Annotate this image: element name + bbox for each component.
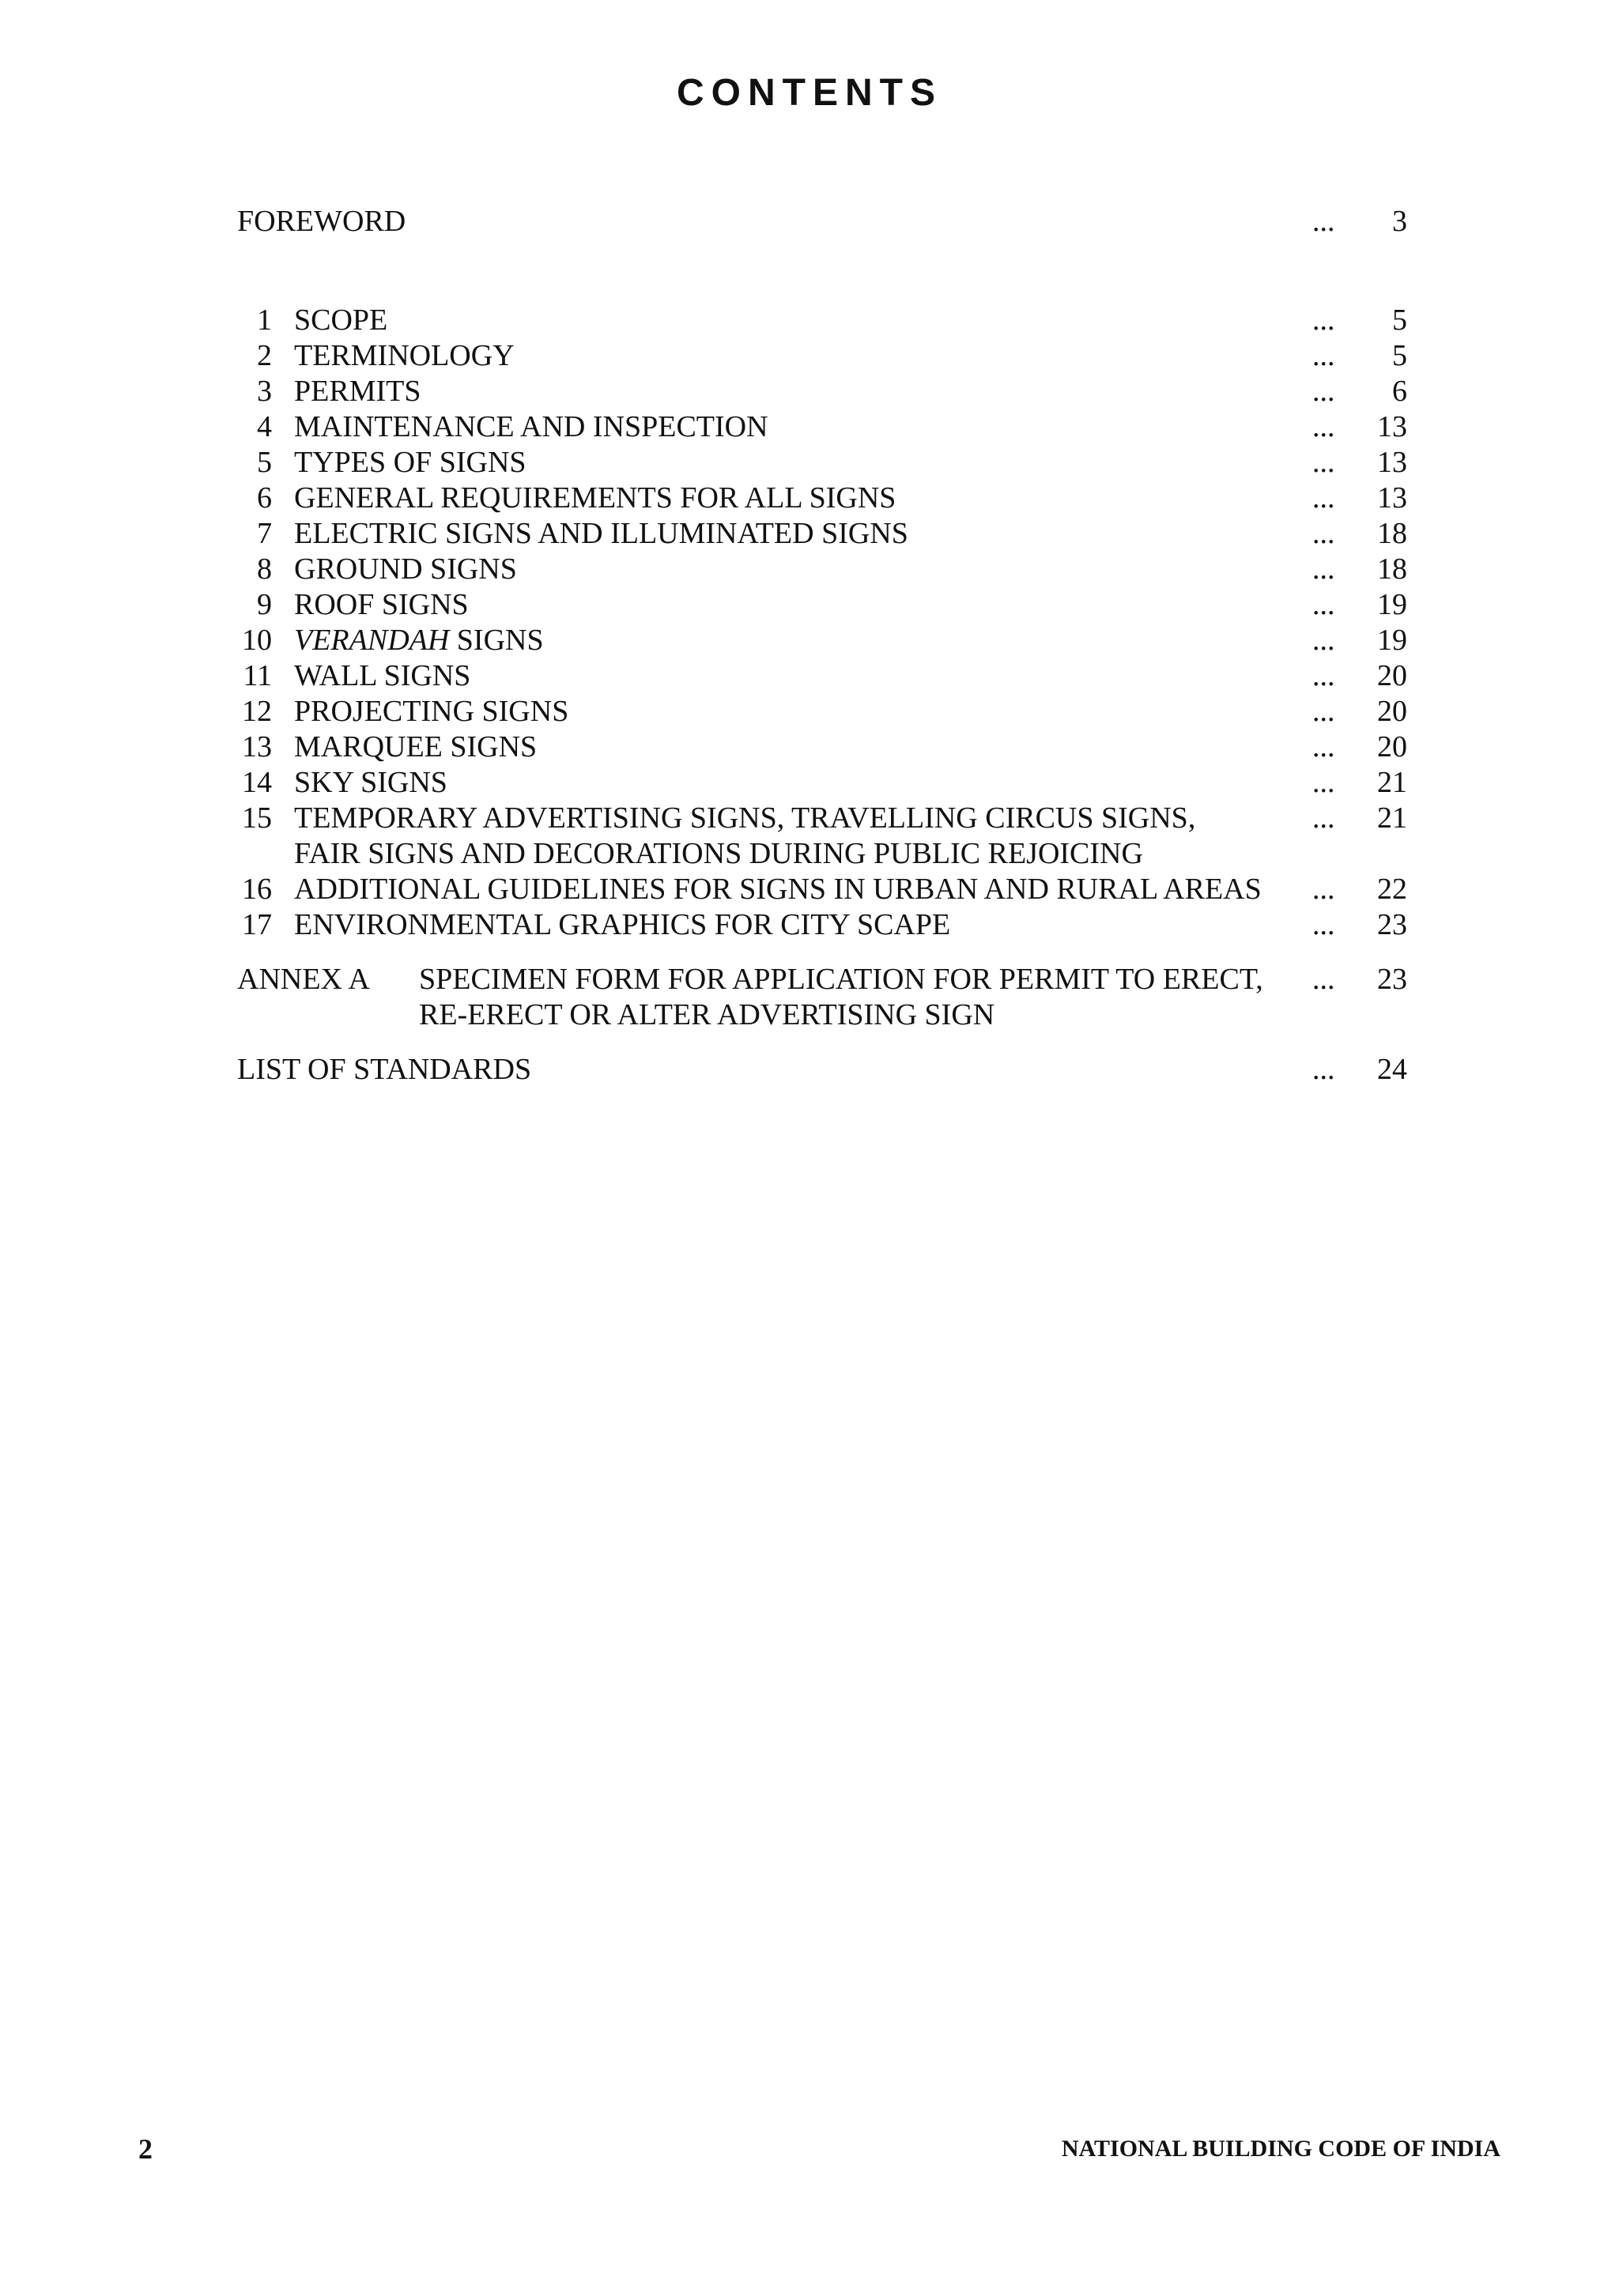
leader-dots: ...	[1312, 908, 1335, 941]
toc-entry-12[interactable]	[237, 694, 1407, 730]
toc-entry-label	[294, 623, 1298, 658]
toc-entry-label: ROOF SIGNS	[294, 588, 469, 621]
section-number: 16	[242, 873, 272, 906]
section-number: 17	[242, 908, 272, 941]
leader-dots: ...	[1312, 624, 1335, 657]
section-number: 4	[257, 410, 272, 443]
page-title: CONTENTS	[677, 72, 942, 114]
leader-dots: ...	[1312, 339, 1335, 372]
toc-entry-label: FOREWORD	[237, 205, 406, 238]
section-number: 11	[243, 659, 272, 692]
toc-entry-label: GENERAL REQUIREMENTS FOR ALL SIGNS	[294, 481, 896, 515]
toc-entry-label: SKY SIGNS	[294, 766, 447, 799]
toc-entry-11[interactable]	[237, 658, 1407, 694]
toc-entry-4[interactable]	[237, 409, 1407, 445]
section-number: 14	[242, 766, 272, 799]
toc-entry-label: TYPES OF SIGNS	[294, 446, 526, 479]
toc-entry-13[interactable]	[237, 730, 1407, 765]
page-number: 6	[1392, 375, 1407, 408]
toc-entry-foreword[interactable]	[237, 204, 1407, 239]
page-number: 19	[1377, 588, 1407, 621]
toc-entry-label: PROJECTING SIGNS	[294, 695, 569, 728]
page-number: 24	[1377, 1053, 1407, 1086]
section-number: 12	[242, 695, 272, 728]
leader-dots: ...	[1312, 659, 1335, 692]
section-number: 2	[257, 339, 272, 372]
footer-publication-title: NATIONAL BUILDING CODE OF INDIA	[1061, 2136, 1500, 2162]
leader-dots: ...	[1312, 446, 1335, 479]
section-number: 6	[257, 481, 272, 515]
toc-entry-16[interactable]	[237, 872, 1407, 907]
toc-entry-label: WALL SIGNS	[294, 659, 471, 692]
leader-dots: ...	[1312, 766, 1335, 799]
toc-entry-label	[294, 801, 1298, 872]
toc-entry-label: TERMINOLOGY	[294, 339, 515, 372]
section-number: 1	[257, 303, 272, 337]
page-number: 20	[1377, 695, 1407, 728]
toc-entry-2[interactable]	[237, 338, 1407, 374]
toc-entry-8[interactable]	[237, 552, 1407, 587]
toc-entry-label: ELECTRIC SIGNS AND ILLUMINATED SIGNS	[294, 517, 908, 550]
page-number: 13	[1377, 446, 1407, 479]
toc-entry-label: MAINTENANCE AND INSPECTION	[294, 410, 768, 443]
page-number: 20	[1377, 730, 1407, 763]
toc-entry-9[interactable]	[237, 587, 1407, 623]
toc-entry-7[interactable]	[237, 516, 1407, 552]
page-number: 3	[1392, 205, 1407, 238]
toc-entry-15[interactable]	[237, 801, 1407, 872]
toc-entry-list-of-standards[interactable]	[237, 1052, 1407, 1088]
page-number: 21	[1377, 766, 1407, 799]
toc-entry-label	[419, 962, 1304, 1033]
toc-entry-14[interactable]	[237, 765, 1407, 801]
leader-dots: ...	[1312, 695, 1335, 728]
leader-dots: ...	[1312, 375, 1335, 408]
toc-entry-label: MARQUEE SIGNS	[294, 730, 538, 763]
toc-entry-label-rest: SIGNS	[449, 624, 544, 657]
toc-entry-label-line-1: TEMPORARY ADVERTISING SIGNS, TRAVELLING CIRCUS SIGNS,	[294, 801, 1196, 835]
leader-dots: ...	[1312, 873, 1335, 906]
toc-entry-label: LIST OF STANDARDS	[237, 1053, 532, 1086]
section-number: 9	[257, 588, 272, 621]
leader-dots: ...	[1312, 801, 1335, 835]
toc-entry-3[interactable]	[237, 374, 1407, 409]
toc-entry-label-line-1: SPECIMEN FORM FOR APPLICATION FOR PERMIT TO ERECT,	[419, 963, 1263, 996]
toc-entry-label: ADDITIONAL GUIDELINES FOR SIGNS IN URBAN AND RURAL AREAS	[294, 873, 1262, 906]
section-number: 7	[257, 517, 272, 550]
page-number: 5	[1392, 303, 1407, 337]
toc-entry-label-italic: VERANDAH	[294, 624, 450, 657]
toc-entry-label: ENVIRONMENTAL GRAPHICS FOR CITY SCAPE	[294, 908, 951, 941]
leader-dots: ...	[1312, 205, 1335, 238]
footer-page-number: 2	[138, 2133, 153, 2165]
leader-dots: ...	[1312, 1053, 1335, 1086]
page-number: 23	[1377, 908, 1407, 941]
page-number: 13	[1377, 410, 1407, 443]
toc-entry-label-line-2: FAIR SIGNS AND DECORATIONS DURING PUBLIC REJOICING	[294, 837, 1143, 870]
section-number: 8	[257, 552, 272, 586]
section-number: 15	[242, 801, 272, 835]
page-number: 19	[1377, 624, 1407, 657]
toc-entry-5[interactable]	[237, 445, 1407, 481]
leader-dots: ...	[1312, 303, 1335, 337]
leader-dots: ...	[1312, 730, 1335, 763]
annex-id: ANNEX A	[237, 963, 370, 996]
section-number: 5	[257, 446, 272, 479]
toc-entry-1[interactable]	[237, 303, 1407, 338]
toc-entry-17[interactable]	[237, 907, 1407, 943]
table-of-contents	[237, 204, 1407, 1088]
toc-entry-label: PERMITS	[294, 375, 421, 408]
page-number: 5	[1392, 339, 1407, 372]
page-number: 21	[1377, 801, 1407, 835]
page-number: 22	[1377, 873, 1407, 906]
toc-entry-label: SCOPE	[294, 303, 388, 337]
page-number: 18	[1377, 517, 1407, 550]
toc-entry-annex-a[interactable]	[237, 962, 1407, 1033]
page-number: 18	[1377, 552, 1407, 586]
section-number: 13	[242, 730, 272, 763]
page-number: 20	[1377, 659, 1407, 692]
leader-dots: ...	[1312, 517, 1335, 550]
page-number: 13	[1377, 481, 1407, 515]
section-number: 3	[257, 375, 272, 408]
leader-dots: ...	[1312, 410, 1335, 443]
leader-dots: ...	[1312, 963, 1335, 996]
section-number: 10	[242, 624, 272, 657]
toc-entry-label-line-2: RE-ERECT OR ALTER ADVERTISING SIGN	[419, 998, 995, 1031]
toc-entry-6[interactable]	[237, 481, 1407, 516]
toc-entry-10[interactable]	[237, 623, 1407, 658]
page-number: 23	[1377, 963, 1407, 996]
leader-dots: ...	[1312, 481, 1335, 515]
toc-entry-label: GROUND SIGNS	[294, 552, 517, 586]
leader-dots: ...	[1312, 588, 1335, 621]
leader-dots: ...	[1312, 552, 1335, 586]
